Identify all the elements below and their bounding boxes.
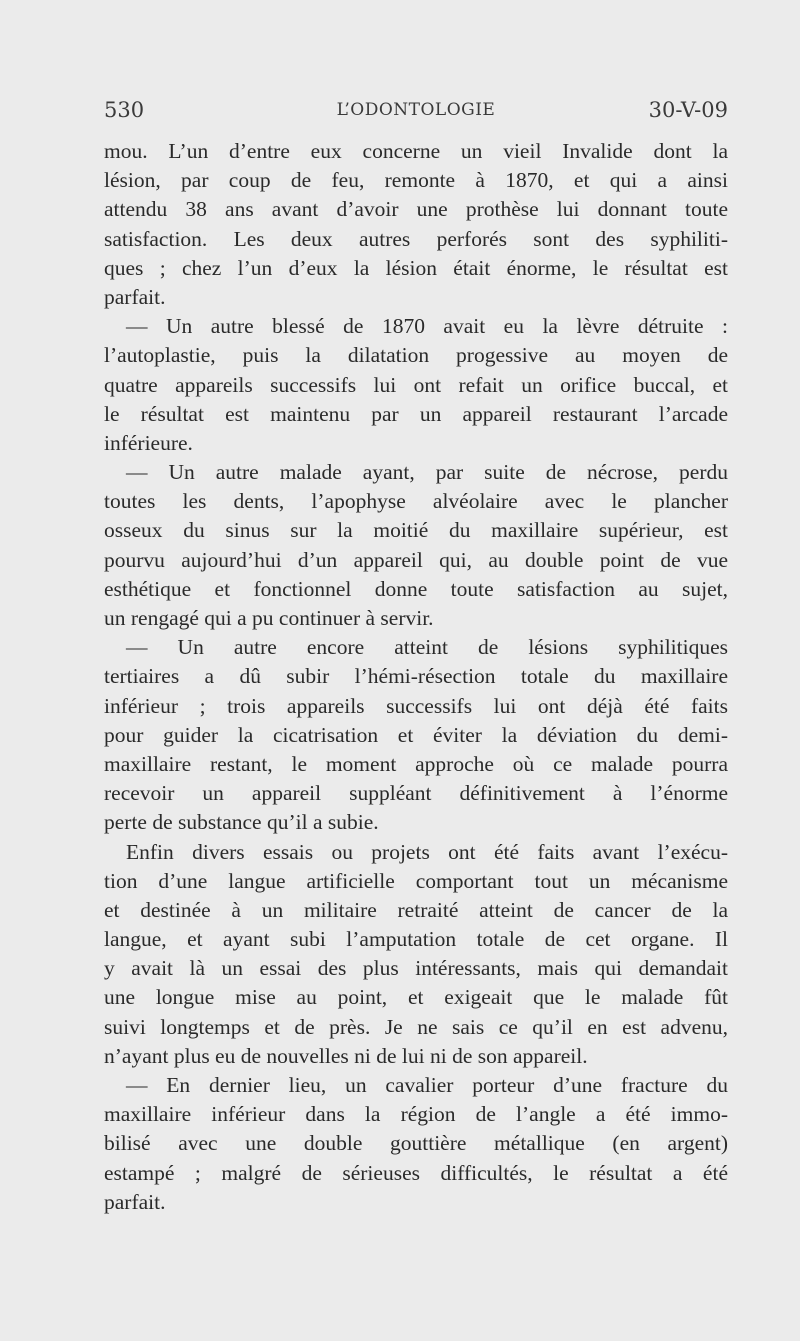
text-line: le résultat est maintenu par un appareil restaurant l’arcade [104,401,728,426]
text-line: satisfaction. Les deux autres perforés sont des syphiliti- [104,226,728,251]
text-line: osseux du sinus sur la moitié du maxillaire supérieur, est [104,518,728,543]
text-line: quatre appareils successifs lui ont refait un orifice buccal, et [104,372,728,397]
paragraph [104,458,728,633]
journal-title: L’ODONTOLOGIE [336,100,496,120]
text-line: Enfin divers essais ou projets ont été faits avant l’exécu- [126,839,728,864]
text-line: toutes les dents, l’apophyse alvéolaire avec le plancher [104,489,728,514]
text-line: pourvu aujourd’hui d’un appareil qui, au double point de vue [104,547,728,572]
text-line: parfait. [104,1189,166,1214]
text-line: une longue mise au point, et exigeait que le malade fût [104,985,728,1010]
text-line: — En dernier lieu, un cavalier porteur d’une fracture du [126,1073,728,1097]
text-line: pour guider la cicatrisation et éviter la déviation du demi- [104,722,728,747]
text-line: suivi longtemps et de près. Je ne sais ce qu’il en est advenu, [104,1014,728,1039]
text-line: — Un autre encore atteint de lésions syphilitiques [126,635,728,660]
page-number: 530 [104,98,145,122]
text-line: ques ; chez l’un d’eux la lésion était énorme, le résultat est [104,255,728,280]
paragraph [104,633,728,837]
text-line: n’ayant plus eu de nouvelles ni de lui ni de son appareil. [104,1043,588,1068]
text-line: y avait là un essai des plus intéressants, mais qui demandait [104,956,728,981]
text-line: tion d’une langue artificielle comportant tout un mécanisme [104,868,728,893]
running-head [104,98,728,130]
paragraph [104,137,728,312]
text-line: — Un autre blessé de 1870 avait eu la lèvre détruite : [126,314,728,339]
text-line: et destinée à un militaire retraité atteint de cancer de la [104,897,728,922]
text-line: esthétique et fonctionnel donne toute satisfaction au sujet, [104,576,728,601]
text-line: inférieur ; trois appareils successifs lui ont déjà été faits [104,693,728,718]
text-line: estampé ; malgré de sérieuses difficultés, le résultat a été [104,1160,728,1185]
text-line: bilisé avec une double gouttière métallique (en argent) [104,1131,728,1156]
paragraph [104,1071,728,1217]
text-line: recevoir un appareil suppléant définitivement à l’énorme [104,781,728,806]
text-line: l’autoplastie, puis la dilatation progessive au moyen de [104,343,728,368]
text-line: langue, et ayant subi l’amputation totale de cet organe. Il [104,927,728,952]
text-line: attendu 38 ans avant d’avoir une prothèse lui donnant toute [104,197,728,222]
text-line: parfait. [104,284,166,309]
text-line: un rengagé qui a pu continuer à servir. [104,606,434,630]
text-line: maxillaire inférieur dans la région de l’angle a été immo- [104,1102,728,1127]
text-line: mou. L’un d’entre eux concerne un vieil Invalide dont la [104,139,728,163]
body-text [104,137,728,1217]
text-line: lésion, par coup de feu, remonte à 1870, et qui a ainsi [104,168,728,193]
text-line: maxillaire restant, le moment approche où ce malade pourra [104,751,728,776]
text-line: tertiaires a dû subir l’hémi-résection totale du maxillaire [104,664,728,689]
text-line: perte de substance qu’il a subie. [104,810,379,835]
text-line: inférieure. [104,430,193,455]
issue-date: 30-V-09 [648,98,728,122]
text-line: — Un autre malade ayant, par suite de nécrose, perdu [126,460,728,485]
paragraph [104,838,728,1072]
paragraph [104,312,728,458]
